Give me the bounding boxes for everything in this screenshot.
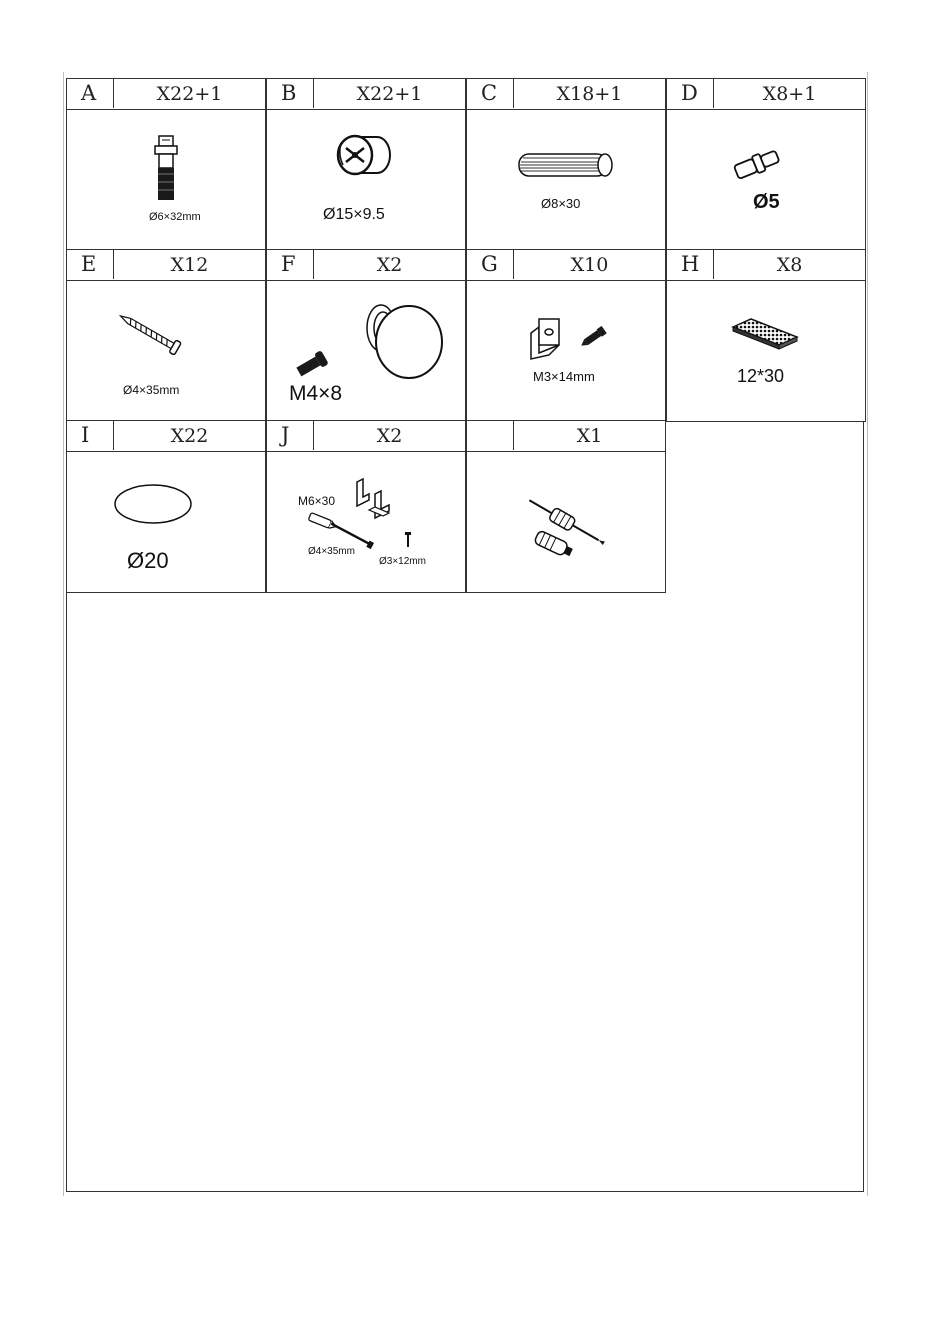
part-size-label: 12*30 [737,366,785,386]
part-size-label: M4×8 [289,382,343,405]
bracket-screw-icon [467,281,667,421]
cam-lock-icon [267,110,467,250]
part-letter [467,421,514,450]
part-cell-k [466,420,666,593]
part-letter: H [667,250,714,279]
cam-bolt-icon [67,110,267,250]
part-quantity: X22 [170,425,209,447]
part-size-label: Ø15×9.5 [323,206,385,223]
part-letter: E [67,250,114,279]
part-quantity: X1 [576,425,603,447]
wall-anchor-kit-icon [267,452,467,592]
part-letter: I [67,421,114,450]
part-size-label: Ø5 [753,191,780,213]
page-edge-left [63,72,64,1196]
part-letter: G [467,250,514,279]
part-letter: D [667,79,714,108]
part-cell-j [266,420,466,593]
part-quantity: X2 [376,425,403,447]
part-size-label: Ø4×35mm [308,546,355,557]
part-cell-i [66,420,266,593]
felt-pad-icon [667,281,867,421]
part-size-label: M6×30 [298,494,336,508]
part-quantity: X18+1 [556,83,623,105]
part-size-label: M3×14mm [533,369,595,384]
part-letter: B [267,79,314,108]
part-letter: C [467,79,514,108]
part-size-label: Ø8×30 [541,196,581,211]
part-cell-b [266,78,466,251]
part-cell-h [666,249,866,422]
part-quantity: X10 [570,254,609,276]
part-cell-c [466,78,666,251]
wooden-dowel-icon [467,110,667,250]
page-edge-right [867,72,868,1196]
part-letter: F [267,250,314,279]
part-size-label: Ø6×32mm [149,211,201,223]
part-cell-f [266,249,466,422]
part-quantity: X22+1 [156,83,223,105]
part-quantity: X8+1 [762,83,817,105]
part-letter: J [267,421,314,450]
part-quantity: X2 [376,254,403,276]
part-size-label: Ø20 [127,548,169,573]
part-cell-e [66,249,266,422]
part-quantity: X12 [170,254,209,276]
screwdriver-icon [467,452,667,592]
part-letter: A [67,79,114,108]
part-cell-d [666,78,866,251]
part-size-label: Ø4×35mm [123,383,180,397]
part-quantity: X22+1 [356,83,423,105]
part-cell-a [66,78,266,251]
wood-screw-icon [67,281,267,421]
shelf-pin-icon [667,110,867,250]
part-quantity: X8 [776,254,803,276]
part-size-label: Ø3×12mm [379,556,426,567]
part-cell-g [466,249,666,422]
